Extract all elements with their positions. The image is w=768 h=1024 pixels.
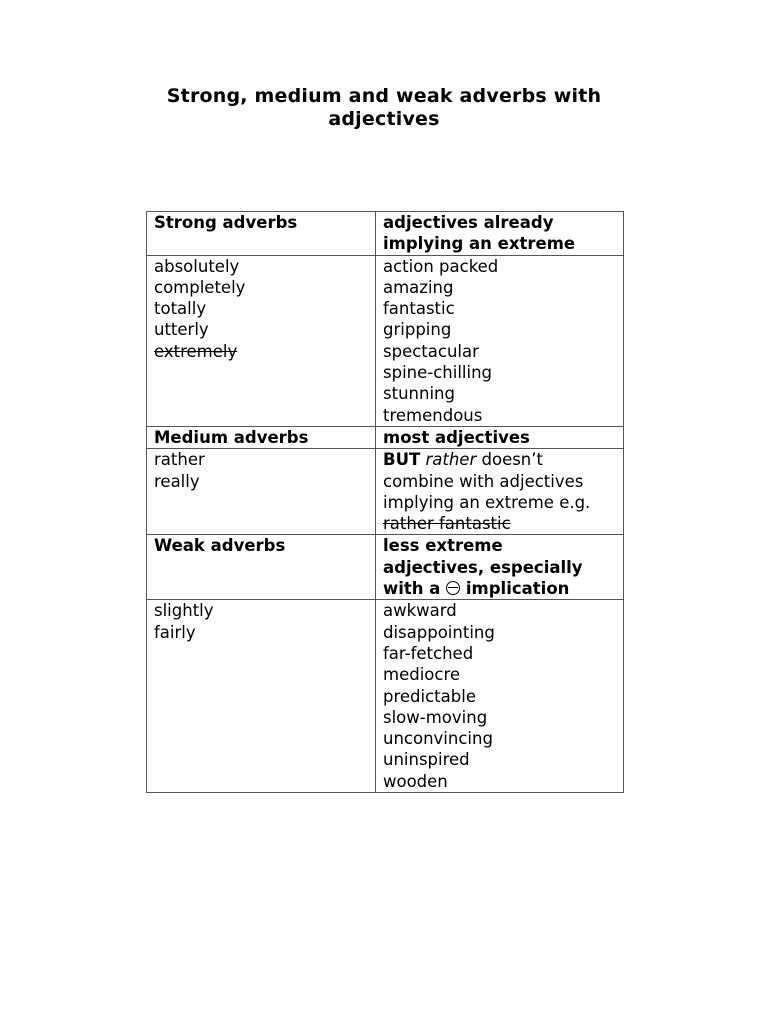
weak-header-pre-icon: with a	[383, 579, 447, 599]
strong-header-row	[147, 212, 624, 256]
weak-adjectives-header	[376, 535, 624, 600]
weak-header-line-3	[383, 578, 619, 599]
list-item: utterly	[154, 320, 209, 340]
list-item: predictable	[383, 686, 476, 706]
medium-note-line-3: implying an extreme e.g.	[383, 492, 591, 512]
weak-header-row	[147, 535, 624, 600]
list-item: amazing	[383, 277, 454, 297]
list-item: totally	[154, 299, 207, 319]
medium-adverbs-cell	[147, 449, 376, 535]
list-item: really	[154, 471, 200, 491]
list-item: wooden	[383, 771, 448, 791]
list-item: completely	[154, 277, 246, 297]
list-item: disappointing	[383, 622, 495, 642]
list-item: uninspired	[383, 750, 470, 770]
page-title	[0, 85, 768, 131]
list-item: fairly	[154, 622, 196, 642]
title-line-1: Strong, medium and weak adverbs with	[166, 85, 602, 107]
medium-note-line-2: combine with adjectives	[383, 471, 584, 491]
list-item: slightly	[154, 601, 214, 621]
list-item: absolutely	[154, 256, 240, 276]
adverb-table	[146, 211, 624, 793]
rather-italic: rather	[425, 450, 477, 470]
weak-adverbs-header: Weak adverbs	[147, 535, 376, 600]
medium-header-row	[147, 426, 624, 448]
list-item: spine-chilling	[383, 363, 493, 383]
list-item: unconvincing	[383, 729, 493, 749]
medium-adjectives-header: most adjectives	[376, 426, 624, 448]
list-item: action packed	[383, 256, 499, 276]
title-line-2: adjectives	[328, 108, 440, 130]
strong-adverbs-header: Strong adverbs	[147, 212, 376, 256]
weak-adjectives-cell	[376, 600, 624, 793]
struck-example: rather fantastic	[383, 514, 511, 534]
list-item: far-fetched	[383, 643, 474, 663]
strong-adverbs-cell	[147, 255, 376, 426]
weak-adverbs-cell	[147, 600, 376, 793]
strong-adjectives-cell	[376, 255, 624, 426]
list-item: slow-moving	[383, 707, 488, 727]
list-item: mediocre	[383, 665, 461, 685]
medium-content-row	[147, 449, 624, 535]
strong-content-row	[147, 255, 624, 426]
list-item: gripping	[383, 320, 452, 340]
list-item: fantastic	[383, 299, 455, 319]
strong-adjectives-header: adjectives already implying an extreme	[376, 212, 624, 256]
weak-header-line-2: adjectives, especially	[383, 557, 583, 577]
weak-header-post-icon: implication	[460, 579, 570, 599]
list-item: rather	[154, 450, 205, 470]
weak-header-line-1: less extreme	[383, 536, 503, 556]
list-item: awkward	[383, 601, 457, 621]
medium-note-line-1	[383, 449, 619, 470]
medium-note-cell	[376, 449, 624, 535]
struck-adverb: extremely	[154, 341, 238, 361]
list-item: stunning	[383, 384, 455, 404]
list-item: tremendous	[383, 405, 483, 425]
list-item: spectacular	[383, 341, 479, 361]
medium-adverbs-header: Medium adverbs	[147, 426, 376, 448]
note-line1-rest: doesn’t	[476, 450, 543, 470]
but-label: BUT	[383, 450, 421, 470]
minus-circle-icon	[446, 581, 460, 595]
weak-content-row	[147, 600, 624, 793]
